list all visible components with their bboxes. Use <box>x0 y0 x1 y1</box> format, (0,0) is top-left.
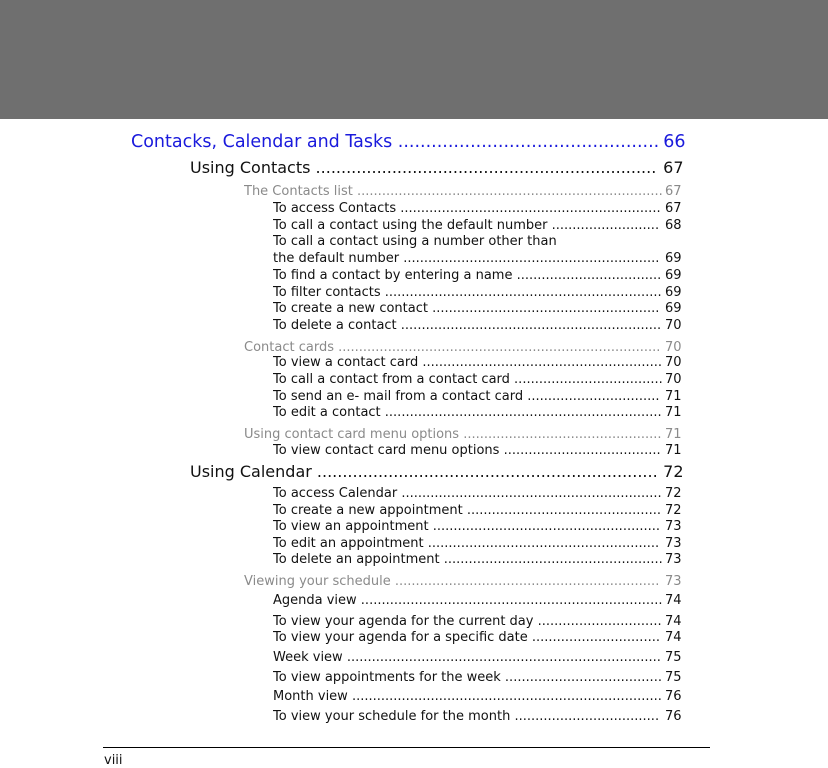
toc-entry[interactable] <box>273 355 682 370</box>
toc-entry[interactable] <box>273 251 682 266</box>
toc-chapter-page: 66 <box>663 132 686 152</box>
toc-leader: ..................................................... <box>439 552 663 567</box>
toc-entry-title: To edit an appointment <box>273 536 424 551</box>
toc-entry-page: 71 <box>664 405 682 420</box>
toc-entry-page: 70 <box>664 372 682 387</box>
toc-entry-title: To call a contact from a contact card <box>273 372 510 387</box>
toc-leader: ........................................................................... <box>347 689 662 704</box>
toc-entry-page: 73 <box>664 519 682 534</box>
toc-entry[interactable] <box>273 503 682 518</box>
toc-entry[interactable] <box>273 389 682 404</box>
toc-entry[interactable] <box>273 709 682 724</box>
toc-leader: ................................................ <box>459 427 662 442</box>
toc-entry[interactable] <box>273 268 682 283</box>
toc-entry-page: 73 <box>664 574 682 589</box>
page-folio: viii <box>104 753 123 768</box>
toc-entry[interactable] <box>273 285 682 300</box>
toc-entry-page: 71 <box>664 443 682 458</box>
toc-entry-title: Using Contacts <box>190 158 311 177</box>
toc-entry[interactable] <box>273 630 682 645</box>
toc-entry[interactable] <box>273 650 682 665</box>
toc-entry[interactable] <box>273 372 682 387</box>
toc-entry-page: 76 <box>664 689 682 704</box>
footer-rule <box>103 747 710 748</box>
toc-entry-page: 70 <box>664 340 682 355</box>
toc-leader: ................................................................... <box>310 158 657 177</box>
toc-leader: ....................................................... <box>427 301 660 316</box>
toc-entry-title: To filter contacts <box>273 285 381 300</box>
toc-leader: .......................................................... <box>418 355 663 370</box>
toc-entry-page: 67 <box>664 184 682 199</box>
toc-entry-page: 68 <box>664 218 682 233</box>
toc-entry[interactable] <box>273 201 682 216</box>
toc-leader: ................................... <box>510 709 660 724</box>
toc-entry[interactable] <box>273 519 682 534</box>
toc-entry-page: 71 <box>664 389 682 404</box>
toc-entry-title: To send an e- mail from a contact card <box>273 389 524 404</box>
toc-leader: .......................... <box>547 218 660 233</box>
toc-entry-page: 67 <box>663 158 684 177</box>
toc-entry-title: To access Contacts <box>273 201 397 216</box>
toc-entry[interactable] <box>244 340 682 355</box>
toc-entry-title: To delete a contact <box>273 318 397 333</box>
toc-entry-title: To access Calendar <box>273 486 398 501</box>
toc-entry-title: Month view <box>273 689 348 704</box>
toc-entry-page: 75 <box>664 650 682 665</box>
toc-entry-title: Using contact card menu options <box>244 427 460 442</box>
toc-entry-page: 67 <box>664 201 682 216</box>
toc-entry-page: 69 <box>664 301 682 316</box>
toc-entry-title: To call a contact using the default number <box>273 218 548 233</box>
toc-entry-page: 69 <box>664 285 682 300</box>
toc-chapter-title: Contacks, Calendar and Tasks <box>131 132 393 152</box>
toc-entry-title: To view contact card menu options <box>273 443 500 458</box>
toc-leader: ............................................................... <box>396 201 661 216</box>
toc-leader: ............................................... <box>462 503 662 518</box>
toc-entry[interactable] <box>273 318 682 333</box>
toc-leader: ............................................................................ <box>342 650 661 665</box>
toc-entry[interactable] <box>273 536 682 551</box>
toc-entry-page: 75 <box>664 670 682 685</box>
toc-entry[interactable] <box>273 486 682 501</box>
toc-entry-page: 70 <box>664 318 682 333</box>
toc-leader: .............................................................................. <box>333 340 661 355</box>
toc-entry[interactable] <box>273 614 682 629</box>
toc-leader: ................................................................... <box>311 462 658 481</box>
toc-entry-title: To create a new appointment <box>273 503 463 518</box>
toc-entry[interactable] <box>273 443 682 458</box>
toc-chapter-entry[interactable] <box>131 132 686 152</box>
toc-entry-title: The Contacts list <box>244 184 353 199</box>
toc-entry-page: 74 <box>664 593 682 608</box>
toc-entry[interactable] <box>244 427 682 442</box>
toc-entry[interactable] <box>273 593 682 608</box>
toc-leader: ...................................... <box>500 670 662 685</box>
toc-entry-title: To call a contact using a number other than <box>273 234 557 249</box>
toc-leader: .................................... <box>509 372 663 387</box>
toc-entry-title: To view a contact card <box>273 355 419 370</box>
toc-leader: .......................................................................... <box>352 184 663 199</box>
toc-leader: ................................... <box>512 268 662 283</box>
toc-leader: ............................................................... <box>397 486 662 501</box>
toc-entry[interactable] <box>190 462 684 481</box>
toc-entry-title: To view your agenda for a specific date <box>273 630 528 645</box>
toc-entry-title: Contact cards <box>244 340 334 355</box>
toc-entry-title: To view your schedule for the month <box>273 709 511 724</box>
toc-leader: ................................................................... <box>380 285 662 300</box>
toc-entry-page: 70 <box>664 355 682 370</box>
toc-leader: .............................................................. <box>399 251 660 266</box>
toc-entry-page: 74 <box>664 630 682 645</box>
toc-entry[interactable] <box>273 689 682 704</box>
toc-entry-title: To delete an appointment <box>273 552 440 567</box>
toc-entry[interactable] <box>190 158 684 177</box>
toc-leader: ............................................... <box>392 132 660 152</box>
toc-entry-page: 69 <box>664 251 682 266</box>
toc-entry[interactable] <box>273 218 682 233</box>
toc-entry-page: 76 <box>664 709 682 724</box>
toc-entry-title: the default number <box>273 251 400 266</box>
toc-entry-title: To find a contact by entering a name <box>273 268 513 283</box>
toc-leader: ....................................................... <box>428 519 661 534</box>
toc-entry[interactable] <box>273 670 682 685</box>
toc-entry[interactable] <box>273 234 682 249</box>
toc-leader: .............................. <box>533 614 662 629</box>
toc-entry[interactable] <box>244 184 682 199</box>
toc-entry-page: 74 <box>664 614 682 629</box>
toc-leader: ............................................................... <box>396 318 662 333</box>
toc-leader: ............................... <box>527 630 660 645</box>
toc-entry-page: 69 <box>664 268 682 283</box>
toc-leader: ................................................................ <box>390 574 660 589</box>
toc-entry-title: To view your agenda for the current day <box>273 614 534 629</box>
toc-entry[interactable] <box>273 301 682 316</box>
header-band <box>0 0 828 119</box>
toc-entry-page: 73 <box>664 536 682 551</box>
toc-entry-page: 72 <box>663 462 684 481</box>
toc-entry-title: To create a new contact <box>273 301 428 316</box>
toc-entry-title: To view appointments for the week <box>273 670 501 685</box>
toc-entry-title: Week view <box>273 650 343 665</box>
toc-entry-page: 73 <box>664 552 682 567</box>
toc-leader: ................................................................... <box>380 405 662 420</box>
toc-leader: ......................................................................... <box>356 593 663 608</box>
toc-leader: ........................................................ <box>423 536 660 551</box>
toc-entry-title: To view an appointment <box>273 519 429 534</box>
toc-entry-page: 72 <box>664 503 682 518</box>
toc-entry-title: Using Calendar <box>190 462 312 481</box>
toc-entry-page: 72 <box>664 486 682 501</box>
toc-entry-page: 71 <box>664 427 682 442</box>
toc-entry[interactable] <box>244 574 682 589</box>
toc-leader: ...................................... <box>499 443 661 458</box>
toc-entry-title: Agenda view <box>273 593 357 608</box>
toc-entry[interactable] <box>273 552 682 567</box>
toc-entry[interactable] <box>273 405 682 420</box>
toc-entry-title: To edit a contact <box>273 405 381 420</box>
toc-leader: ................................ <box>523 389 660 404</box>
toc-entry-title: Viewing your schedule <box>244 574 391 589</box>
